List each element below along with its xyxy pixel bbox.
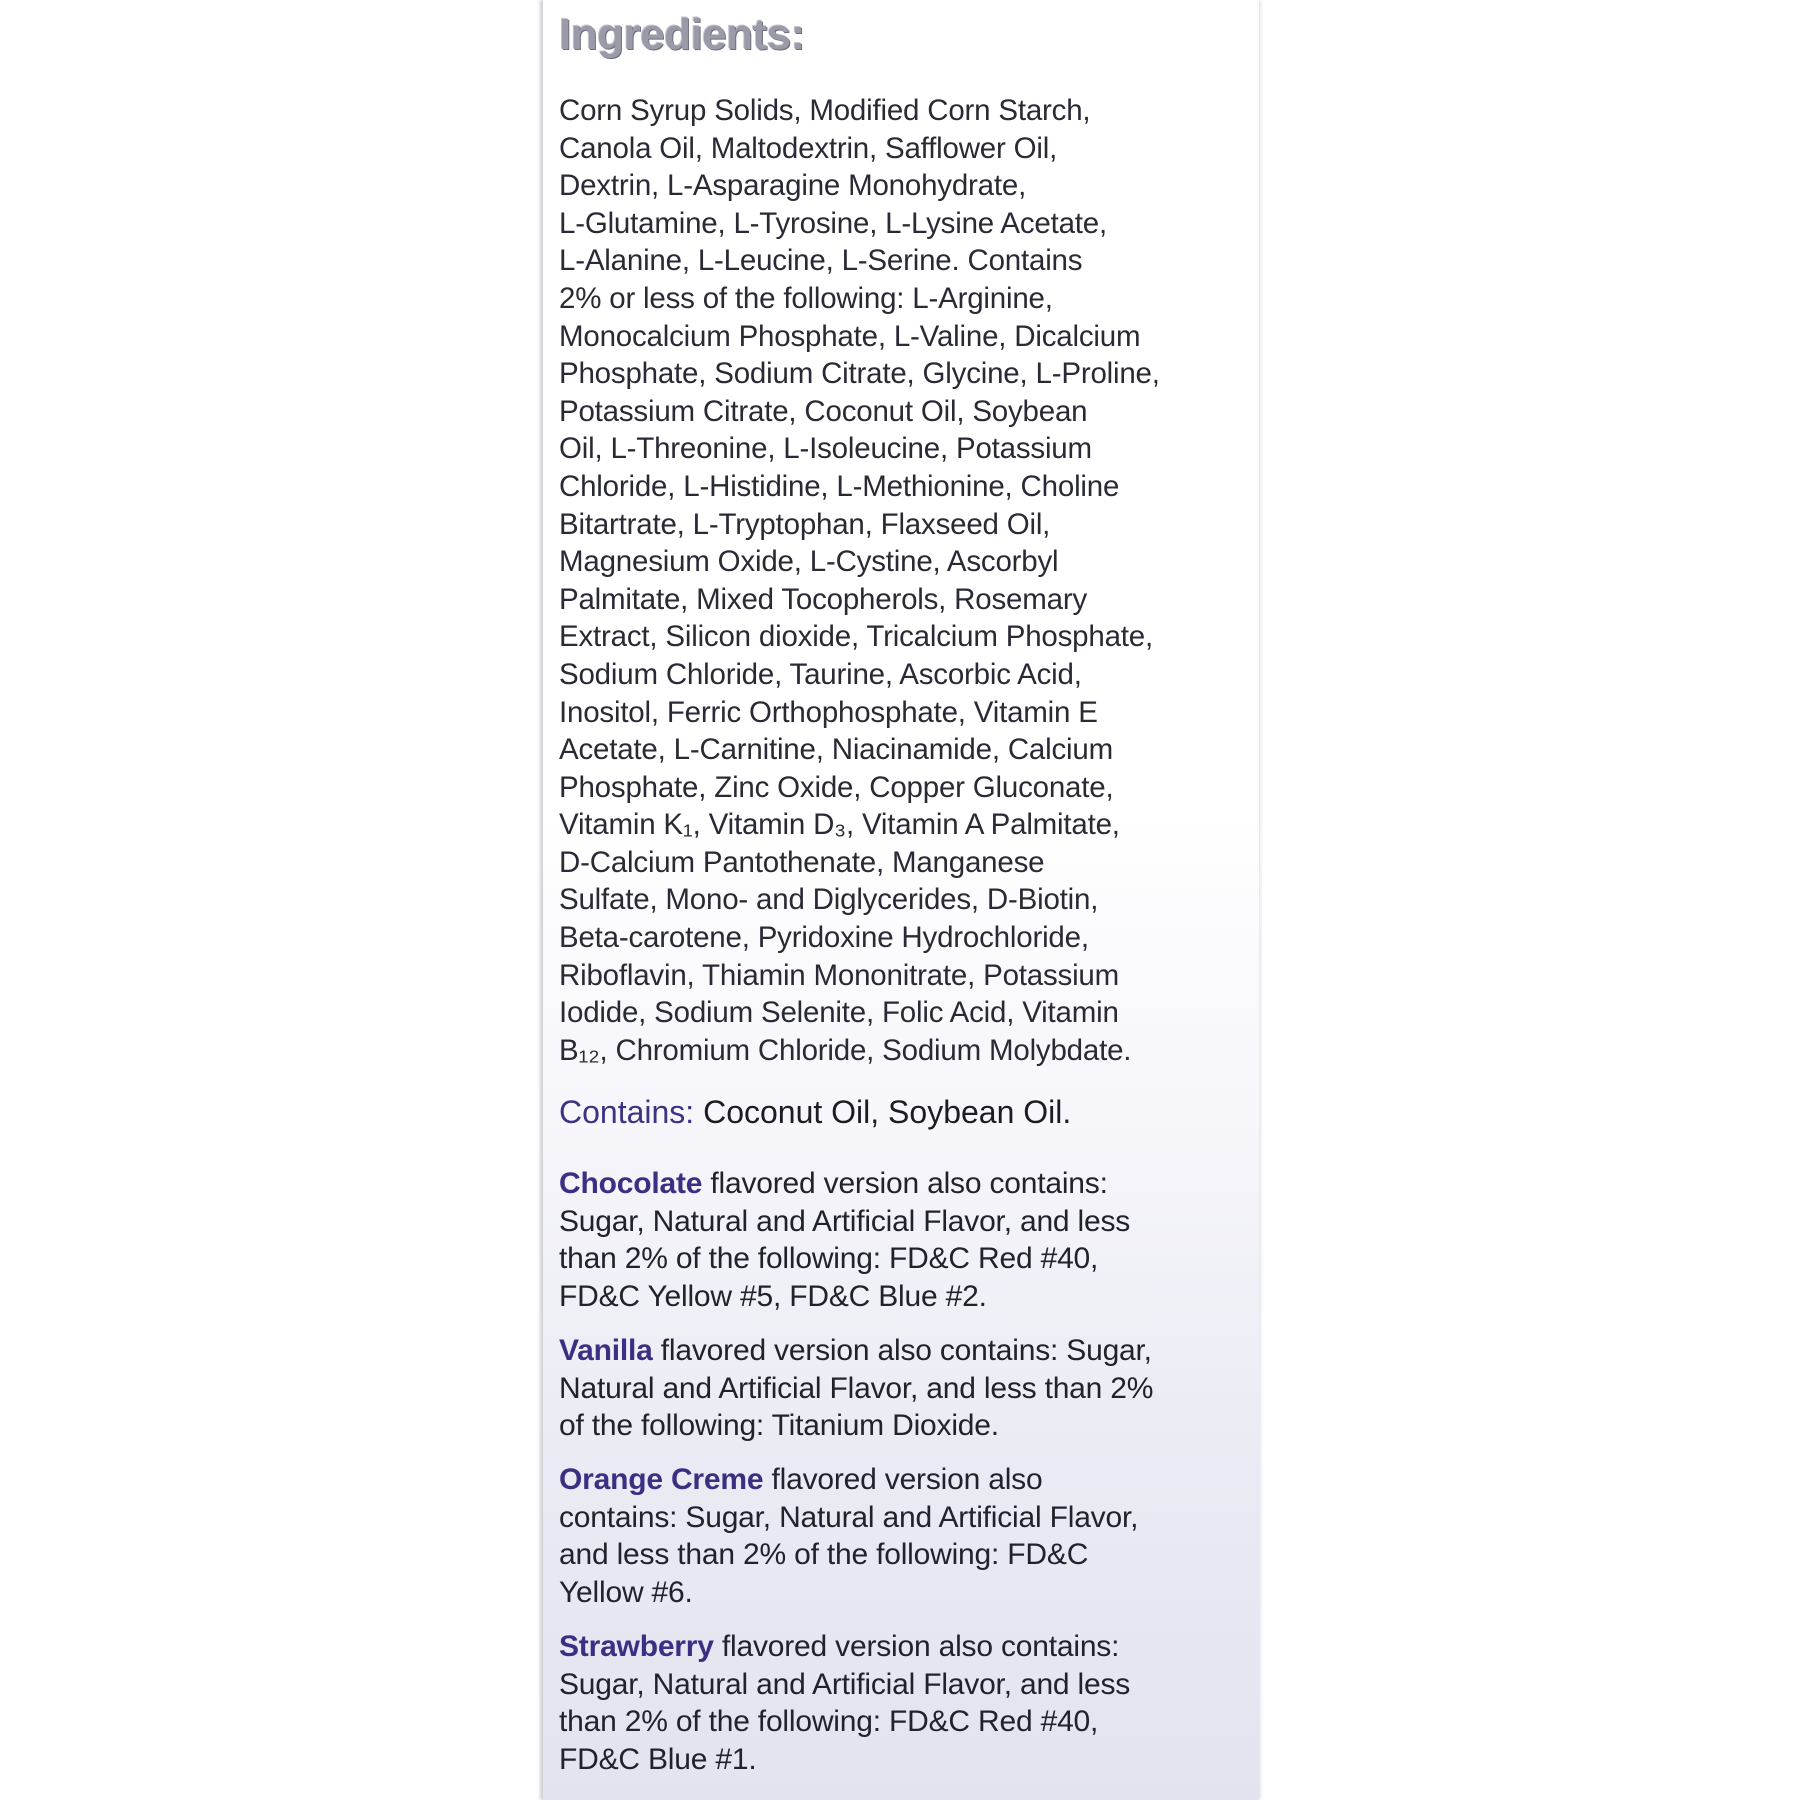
ingredients-label-panel	[543, 0, 1259, 1800]
flavor-first-line	[559, 1628, 1259, 1666]
contains-text: Coconut Oil, Soybean Oil.	[703, 1094, 1072, 1130]
ingredient-line: L-Glutamine, L-Tyrosine, L-Lysine Acetate,	[559, 206, 1107, 240]
ingredient-line: Corn Syrup Solids, Modified Corn Starch,	[559, 94, 1091, 127]
flavor-first-line-text: flavored version also contains: Sugar,	[660, 1334, 1152, 1367]
flavor-name: Vanilla	[559, 1334, 653, 1367]
ingredient-line: Monocalcium Phosphate, L-Valine, Dicalcium	[559, 319, 1141, 353]
flavor-line: Yellow #6.	[559, 1575, 693, 1609]
flavor-name: Orange Creme	[559, 1463, 764, 1496]
ingredient-line: Phosphate, Zinc Oxide, Copper Gluconate,	[559, 770, 1114, 804]
flavor-first-line	[559, 1332, 1259, 1370]
contains-label: Contains:	[559, 1094, 695, 1130]
ingredient-line: Chloride, L-Histidine, L-Methionine, Choline	[559, 469, 1120, 503]
flavor-name: Strawberry	[559, 1630, 714, 1663]
flavor-note-chocolate	[559, 1165, 1259, 1315]
ingredient-line: Riboflavin, Thiamin Mononitrate, Potassium	[559, 958, 1120, 992]
ingredient-line: Oil, L-Threonine, L-Isoleucine, Potassium	[559, 432, 1092, 466]
ingredient-line: Sulfate, Mono- and Diglycerides, D-Biotin,	[559, 883, 1099, 917]
ingredients-list	[559, 92, 1249, 1069]
flavor-line: than 2% of the following: FD&C Red #40,	[559, 1242, 1099, 1275]
ingredient-line: B₁₂, Chromium Chloride, Sodium Molybdate.	[559, 1033, 1132, 1067]
flavor-first-line-text: flavored version also	[771, 1463, 1043, 1496]
ingredient-line: D-Calcium Pantothenate, Manganese	[559, 845, 1045, 879]
ingredient-line: Potassium Citrate, Coconut Oil, Soybean	[559, 394, 1088, 428]
flavor-first-line	[559, 1461, 1259, 1499]
flavor-note-strawberry	[559, 1628, 1259, 1778]
flavor-name: Chocolate	[559, 1167, 703, 1200]
flavor-line: contains: Sugar, Natural and Artificial Flavor,	[559, 1500, 1139, 1534]
flavor-line: Sugar, Natural and Artificial Flavor, and less	[559, 1667, 1131, 1701]
ingredient-line: Iodide, Sodium Selenite, Folic Acid, Vitamin	[559, 996, 1119, 1030]
ingredients-title: Ingredients:	[559, 10, 805, 59]
ingredient-line: 2% or less of the following: L-Arginine,	[559, 281, 1053, 315]
flavor-line: FD&C Blue #1.	[559, 1742, 757, 1776]
ingredient-line: Beta-carotene, Pyridoxine Hydrochloride,	[559, 921, 1089, 955]
ingredient-line: Bitartrate, L-Tryptophan, Flaxseed Oil,	[559, 507, 1051, 541]
flavor-line: Sugar, Natural and Artificial Flavor, and less	[559, 1204, 1131, 1238]
ingredient-line: Inositol, Ferric Orthophosphate, Vitamin E	[559, 695, 1098, 729]
ingredient-line: Vitamin K₁, Vitamin D₃, Vitamin A Palmitate,	[559, 808, 1120, 842]
flavor-first-line-text: flavored version also contains:	[721, 1630, 1120, 1663]
flavor-first-line-text: flavored version also contains:	[710, 1167, 1108, 1200]
flavor-line: and less than 2% of the following: FD&C	[559, 1538, 1089, 1571]
flavor-line: of the following: Titanium Dioxide.	[559, 1409, 999, 1442]
contains-statement	[559, 1092, 1249, 1132]
ingredient-line: Canola Oil, Maltodextrin, Safflower Oil,	[559, 131, 1058, 165]
ingredient-line: Extract, Silicon dioxide, Tricalcium Phosphate,	[559, 620, 1153, 654]
ingredient-line: Dextrin, L-Asparagine Monohydrate,	[559, 169, 1027, 203]
flavor-line: Natural and Artificial Flavor, and less than 2%	[559, 1371, 1154, 1405]
flavor-note-orange-creme	[559, 1461, 1259, 1611]
flavor-line: FD&C Yellow #5, FD&C Blue #2.	[559, 1279, 987, 1313]
flavor-note-vanilla	[559, 1332, 1259, 1445]
ingredient-line: Palmitate, Mixed Tocopherols, Rosemary	[559, 582, 1087, 616]
ingredient-line: Sodium Chloride, Taurine, Ascorbic Acid,	[559, 657, 1082, 691]
flavor-line: than 2% of the following: FD&C Red #40,	[559, 1705, 1099, 1738]
ingredient-line: Phosphate, Sodium Citrate, Glycine, L-Proline,	[559, 357, 1160, 391]
ingredient-line: Acetate, L-Carnitine, Niacinamide, Calcium	[559, 733, 1113, 767]
ingredient-line: L-Alanine, L-Leucine, L-Serine. Contains	[559, 244, 1083, 278]
flavor-first-line	[559, 1165, 1259, 1203]
ingredient-line: Magnesium Oxide, L-Cystine, Ascorbyl	[559, 545, 1059, 579]
